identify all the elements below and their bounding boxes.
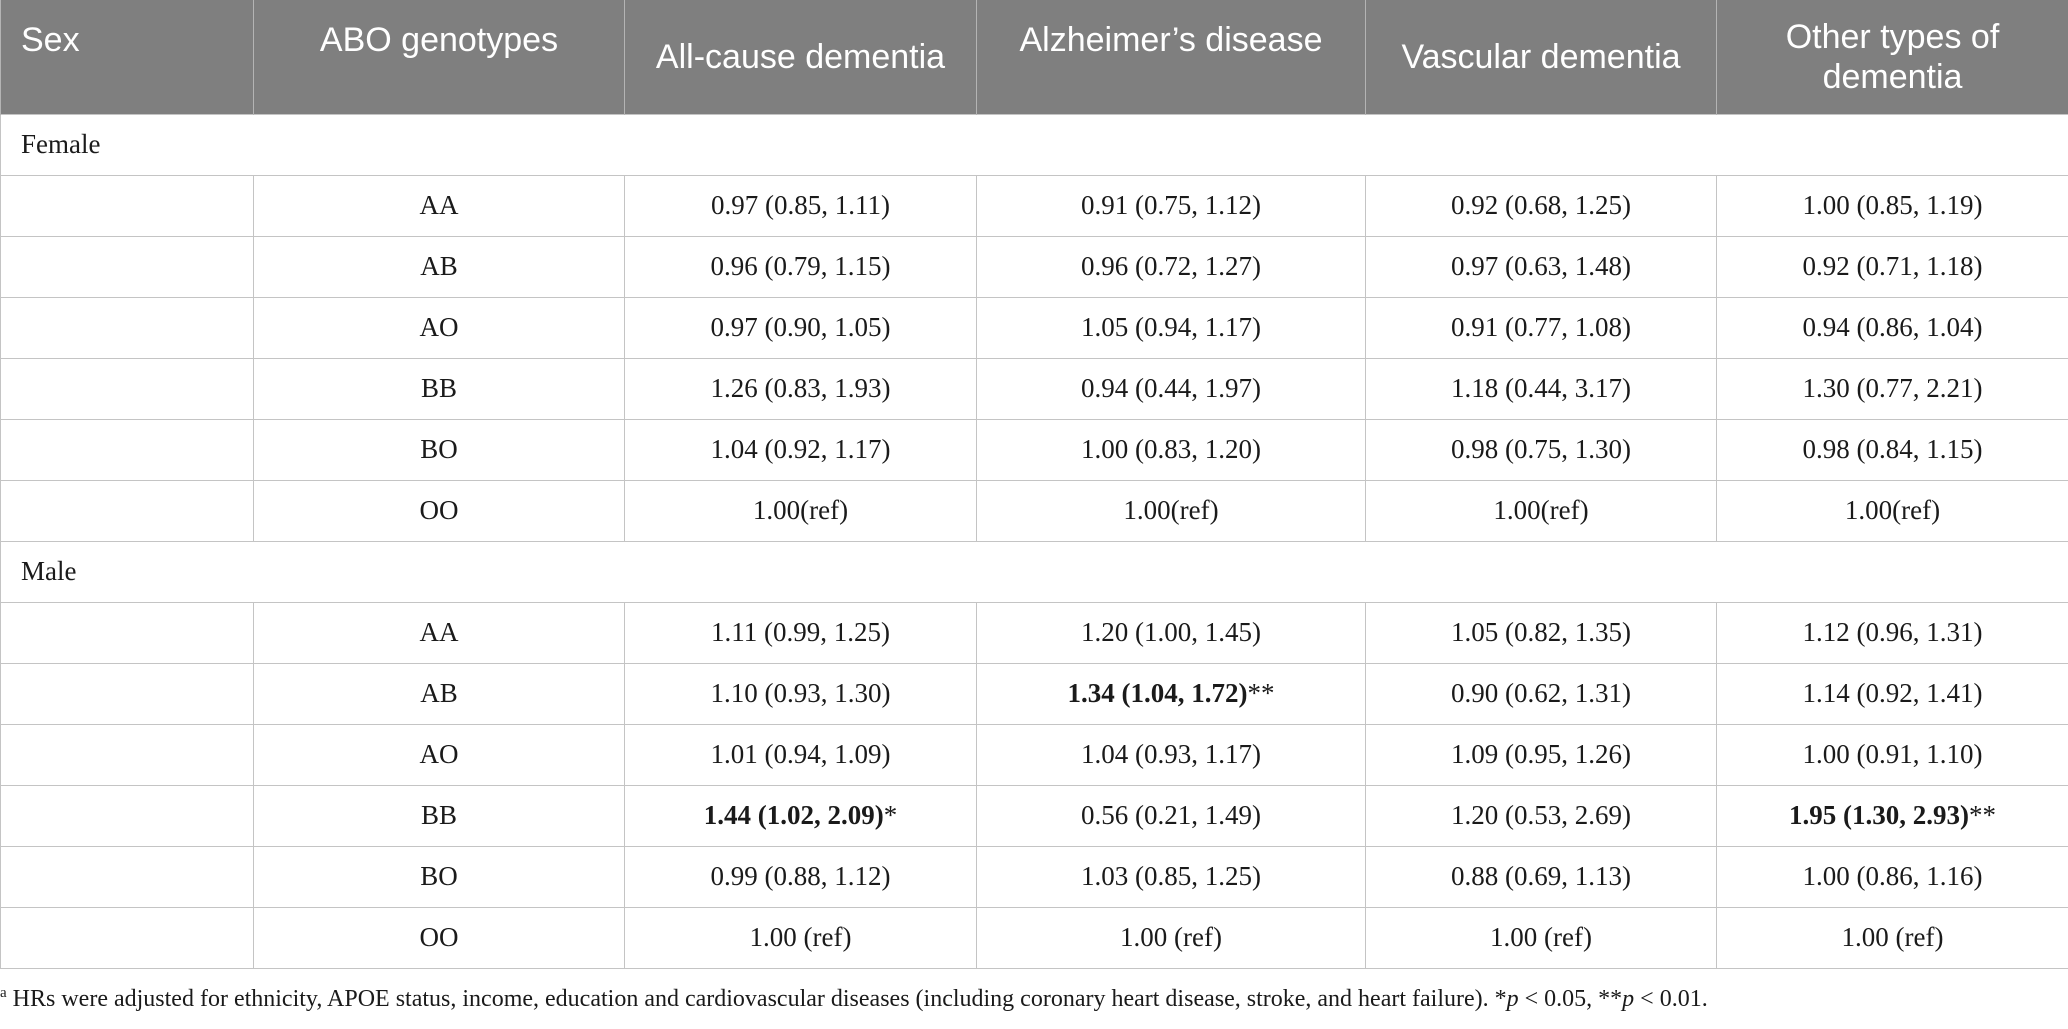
all-cause-cell: 1.00(ref) <box>625 480 977 541</box>
vascular-cell: 1.05 (0.82, 1.35) <box>1366 602 1717 663</box>
other-cell: 1.00 (0.85, 1.19) <box>1717 175 2068 236</box>
genotype-cell: BB <box>254 358 625 419</box>
group-row-female <box>1 114 2068 175</box>
sex-cell <box>1 480 254 541</box>
alzheimers-cell: 1.00 (ref) <box>977 907 1366 968</box>
alzheimers-cell: 1.00(ref) <box>977 480 1366 541</box>
vascular-cell: 1.18 (0.44, 3.17) <box>1366 358 1717 419</box>
all-cause-cell: 1.26 (0.83, 1.93) <box>625 358 977 419</box>
table-footnote <box>0 986 1708 1013</box>
alzheimers-cell: 0.96 (0.72, 1.27) <box>977 236 1366 297</box>
alzheimers-cell <box>977 663 1366 724</box>
genotype-cell: OO <box>254 907 625 968</box>
table-row <box>1 907 2068 968</box>
genotype-cell: OO <box>254 480 625 541</box>
alzheimers-cell: 0.91 (0.75, 1.12) <box>977 175 1366 236</box>
group-label: Male <box>1 541 2068 602</box>
table-row <box>1 419 2068 480</box>
sex-cell <box>1 663 254 724</box>
table-row <box>1 785 2068 846</box>
sex-cell <box>1 602 254 663</box>
header-vascular-dementia: Vascular dementia <box>1366 0 1717 114</box>
alzheimers-cell: 0.94 (0.44, 1.97) <box>977 358 1366 419</box>
all-cause-cell: 0.96 (0.79, 1.15) <box>625 236 977 297</box>
other-cell: 0.92 (0.71, 1.18) <box>1717 236 2068 297</box>
sex-cell <box>1 785 254 846</box>
vascular-cell: 0.90 (0.62, 1.31) <box>1366 663 1717 724</box>
vascular-cell: 1.00 (ref) <box>1366 907 1717 968</box>
other-cell: 1.00 (0.91, 1.10) <box>1717 724 2068 785</box>
all-cause-cell: 1.01 (0.94, 1.09) <box>625 724 977 785</box>
sex-cell <box>1 236 254 297</box>
genotype-cell: AB <box>254 663 625 724</box>
header-alzheimers-disease: Alzheimer’s disease <box>977 0 1366 114</box>
footnote-p-variable: p <box>1622 986 1635 1012</box>
other-cell: 1.12 (0.96, 1.31) <box>1717 602 2068 663</box>
table-row <box>1 297 2068 358</box>
table-row <box>1 846 2068 907</box>
header-sex: Sex <box>1 0 254 114</box>
vascular-cell: 0.92 (0.68, 1.25) <box>1366 175 1717 236</box>
significance-marker: ** <box>1247 678 1275 708</box>
significant-value: 1.95 (1.30, 2.93) <box>1789 800 1969 830</box>
header-abo-genotypes: ABO genotypes <box>254 0 625 114</box>
alzheimers-cell: 1.20 (1.00, 1.45) <box>977 602 1366 663</box>
other-cell: 1.00 (0.86, 1.16) <box>1717 846 2068 907</box>
significance-marker: ** <box>1968 800 1996 830</box>
sex-cell <box>1 419 254 480</box>
header-other-dementia: Other types of dementia <box>1717 0 2068 114</box>
all-cause-cell <box>625 785 977 846</box>
genotype-cell: AO <box>254 724 625 785</box>
footnote-threshold-1: < 0.05, ** <box>1518 986 1623 1012</box>
table-row <box>1 236 2068 297</box>
other-cell: 1.00 (ref) <box>1717 907 2068 968</box>
other-cell: 1.00(ref) <box>1717 480 2068 541</box>
group-label: Female <box>1 114 2068 175</box>
table-row <box>1 663 2068 724</box>
sex-cell <box>1 846 254 907</box>
table-row <box>1 175 2068 236</box>
significance-marker: * <box>883 800 898 830</box>
table-row <box>1 602 2068 663</box>
other-cell: 0.94 (0.86, 1.04) <box>1717 297 2068 358</box>
header-all-cause-dementia: All-cause dementia <box>625 0 977 114</box>
all-cause-cell: 1.10 (0.93, 1.30) <box>625 663 977 724</box>
other-cell: 0.98 (0.84, 1.15) <box>1717 419 2068 480</box>
genotype-cell: AO <box>254 297 625 358</box>
genotype-cell: BB <box>254 785 625 846</box>
all-cause-cell: 0.97 (0.85, 1.11) <box>625 175 977 236</box>
footnote-marker: a <box>0 985 7 1001</box>
header-row <box>1 0 2068 114</box>
genotype-cell: AA <box>254 602 625 663</box>
sex-cell <box>1 907 254 968</box>
footnote-p-variable: p <box>1506 986 1519 1012</box>
vascular-cell: 1.20 (0.53, 2.69) <box>1366 785 1717 846</box>
all-cause-cell: 0.99 (0.88, 1.12) <box>625 846 977 907</box>
group-row-male <box>1 541 2068 602</box>
genotype-cell: BO <box>254 846 625 907</box>
sex-cell <box>1 175 254 236</box>
all-cause-cell: 1.04 (0.92, 1.17) <box>625 419 977 480</box>
vascular-cell: 0.98 (0.75, 1.30) <box>1366 419 1717 480</box>
footnote-text: HRs were adjusted for ethnicity, APOE status, income, education and cardiovascular diseases (including coronary heart disease, stroke, and heart failure). * <box>6 986 1507 1012</box>
other-cell <box>1717 785 2068 846</box>
genotype-cell: BO <box>254 419 625 480</box>
all-cause-cell: 1.11 (0.99, 1.25) <box>625 602 977 663</box>
alzheimers-cell: 1.03 (0.85, 1.25) <box>977 846 1366 907</box>
alzheimers-cell: 1.00 (0.83, 1.20) <box>977 419 1366 480</box>
significant-value: 1.34 (1.04, 1.72) <box>1067 678 1248 708</box>
table-row <box>1 480 2068 541</box>
footnote-threshold-2: < 0.01. <box>1634 986 1708 1012</box>
genotype-cell: AB <box>254 236 625 297</box>
vascular-cell: 0.91 (0.77, 1.08) <box>1366 297 1717 358</box>
table-row <box>1 724 2068 785</box>
alzheimers-cell: 1.05 (0.94, 1.17) <box>977 297 1366 358</box>
other-cell: 1.30 (0.77, 2.21) <box>1717 358 2068 419</box>
sex-cell <box>1 358 254 419</box>
genotype-cell: AA <box>254 175 625 236</box>
other-cell: 1.14 (0.92, 1.41) <box>1717 663 2068 724</box>
table-row <box>1 358 2068 419</box>
vascular-cell: 1.09 (0.95, 1.26) <box>1366 724 1717 785</box>
vascular-cell: 1.00(ref) <box>1366 480 1717 541</box>
significant-value: 1.44 (1.02, 2.09) <box>703 800 884 830</box>
alzheimers-cell: 0.56 (0.21, 1.49) <box>977 785 1366 846</box>
vascular-cell: 0.88 (0.69, 1.13) <box>1366 846 1717 907</box>
vascular-cell: 0.97 (0.63, 1.48) <box>1366 236 1717 297</box>
sex-cell <box>1 724 254 785</box>
all-cause-cell: 0.97 (0.90, 1.05) <box>625 297 977 358</box>
alzheimers-cell: 1.04 (0.93, 1.17) <box>977 724 1366 785</box>
all-cause-cell: 1.00 (ref) <box>625 907 977 968</box>
sex-cell <box>1 297 254 358</box>
